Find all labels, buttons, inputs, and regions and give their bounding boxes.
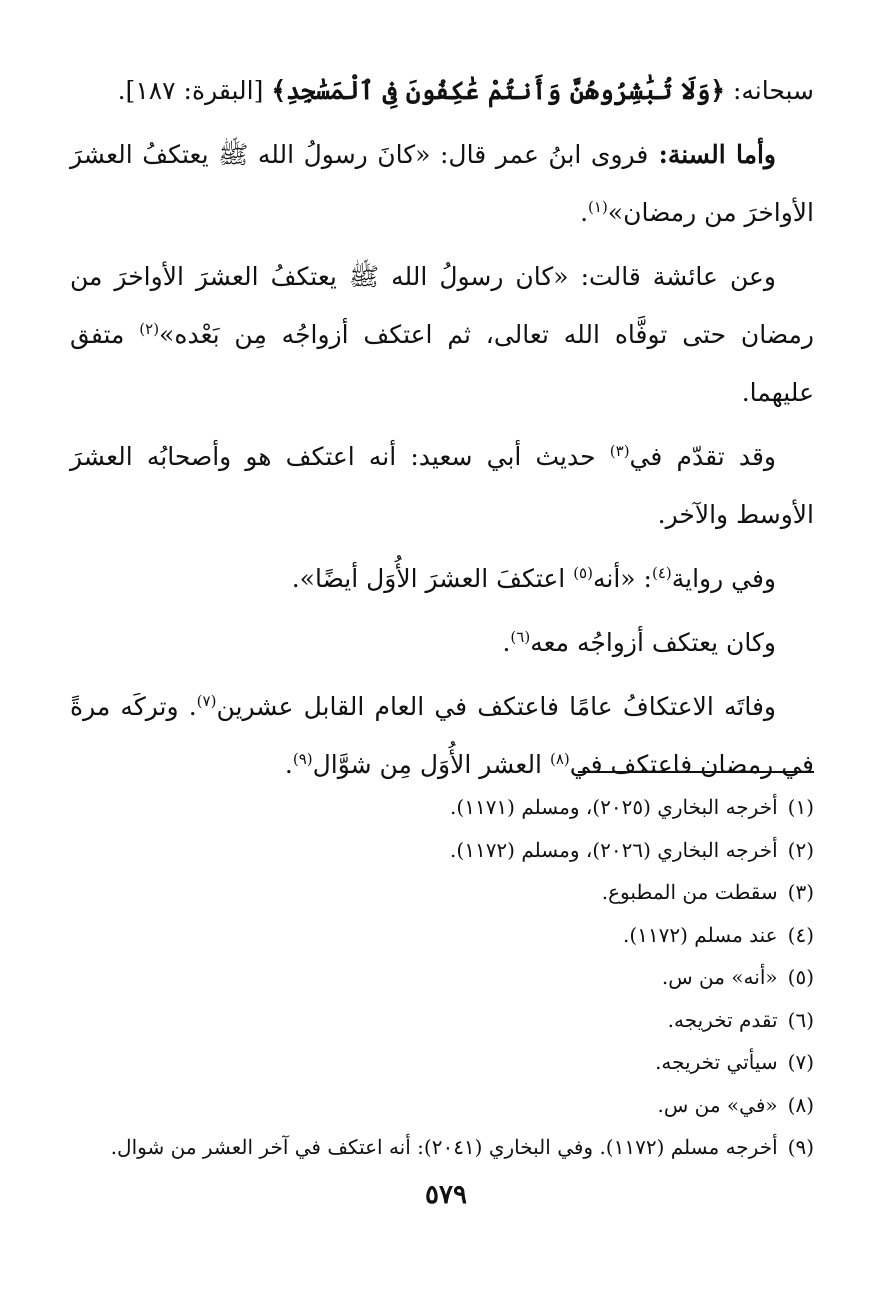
footnote-text: أخرجه البخاري (٢٠٢٥)، ومسلم (١١٧١).	[450, 795, 778, 819]
footnote-text: «أنه» من س.	[661, 965, 778, 989]
footnote-number: (٧)	[787, 1050, 814, 1074]
paragraph-sunnah	[70, 126, 814, 242]
footnote-ref-1[interactable]: (١)	[588, 198, 608, 216]
paragraph-text: وكان يعتكف أزواجُه معه	[530, 628, 776, 657]
footnote-ref-8[interactable]: (٨)	[549, 750, 570, 768]
footnote-ref-6[interactable]: (٦)	[510, 628, 531, 646]
footnote-text: أخرجه البخاري (٢٠٢٦)، ومسلم (١١٧٢).	[450, 837, 778, 862]
section-lead: وأما السنة:	[648, 140, 777, 169]
footnote-ref-2[interactable]: (٢)	[139, 320, 160, 338]
footnote-ref-3[interactable]: (٣)	[609, 442, 630, 460]
paragraph-aisha	[70, 248, 814, 422]
footnote-ref-4[interactable]: (٤)	[651, 564, 672, 582]
paragraph-end: .	[284, 750, 293, 779]
paragraph-riwaya	[70, 550, 814, 608]
paragraph-abu-said	[70, 428, 814, 544]
footnote-item	[74, 829, 814, 872]
paragraph-quran-verse	[70, 62, 814, 120]
footnotes-list	[74, 786, 814, 1169]
footnote-text: سيأتي تخريجه.	[655, 1050, 778, 1074]
footnote-text: سقطت من المطبوع.	[601, 880, 778, 904]
paragraph-mid: : «أنه	[592, 564, 652, 593]
footnote-ref-7[interactable]: (٧)	[196, 692, 217, 710]
footnote-item	[74, 1126, 814, 1169]
verse-reference: [البقرة: ١٨٧].	[117, 76, 272, 105]
footnote-item	[74, 914, 814, 957]
footnote-item	[74, 1084, 814, 1127]
footnote-number: (٥)	[787, 965, 814, 989]
paragraph-mid-2: العشر الأُوَل مِن شوَّال	[312, 750, 550, 779]
footnote-number: (٩)	[787, 1135, 814, 1159]
footnote-text: «في» من س.	[657, 1092, 778, 1117]
footnote-text: عند مسلم (١١٧٢).	[623, 922, 778, 947]
footnote-ref-5[interactable]: (٥)	[573, 564, 593, 582]
footnote-number: (٢)	[787, 837, 814, 862]
footnote-item	[74, 871, 814, 914]
footnote-item	[74, 1041, 814, 1084]
paragraph-mid: . وتركَه مرةً في رمضان فاعتكف في	[70, 692, 814, 779]
paragraph-wives	[70, 614, 814, 672]
footnote-ref-9[interactable]: (٩)	[292, 750, 313, 768]
footnote-number: (٦)	[787, 1007, 814, 1032]
footnote-item	[74, 999, 814, 1042]
footnote-item	[74, 786, 814, 829]
footnote-number: (٣)	[787, 880, 814, 904]
footnote-text: أخرجه مسلم (١١٧٢). وفي البخاري (٢٠٤١): أنه اعتكف في آخر العشر من شوال.	[110, 1135, 778, 1159]
footnote-number: (١)	[787, 795, 814, 819]
quran-verse: ﴿وَلَا تُبَٰشِرُوهُنَّ وَأَنتُمْ عَٰكِفُونَ فِى ٱلْمَسَٰجِدِ﴾	[271, 76, 726, 105]
paragraph-text: وقد تقدّم في	[629, 442, 776, 471]
verse-intro: سبحانه:	[725, 76, 814, 105]
paragraph-end: متفق عليهما.	[70, 320, 814, 407]
footnote-item	[74, 956, 814, 999]
paragraph-text: وفاتَه الاعتكافُ عامًا فاعتكف في العام القابل عشرين	[216, 692, 776, 721]
paragraph-missed	[70, 678, 814, 794]
footnote-text: تقدم تخريجه.	[667, 1007, 778, 1032]
footnote-divider	[578, 771, 814, 773]
paragraph-end: حديث أبي سعيد: أنه اعتكف هو وأصحابُه العشرَ الأوسط والآخر.	[70, 442, 814, 529]
paragraph-text: فروى ابنُ عمر قال: «كانَ رسولُ الله ﷺ يعتكفُ العشرَ الأواخرَ من رمضان»	[70, 140, 814, 227]
paragraph-text: وفي رواية	[671, 564, 776, 593]
paragraph-text: وعن عائشة قالت: «كان رسولُ الله ﷺ يعتكفُ العشرَ الأواخرَ من رمضان حتى توفَّاه الله تعالى، ثم اعتكف أزواجُه مِن بَعْده»	[70, 262, 814, 349]
page-number: ٥٧٩	[425, 1180, 467, 1210]
footnote-number: (٨)	[787, 1092, 814, 1117]
footnote-number: (٤)	[787, 922, 814, 947]
main-text	[70, 62, 814, 794]
paragraph-end: .	[580, 198, 589, 227]
paragraph-end: .	[502, 628, 511, 657]
paragraph-end: اعتكفَ العشرَ الأُوَل أيضًا».	[291, 564, 574, 593]
